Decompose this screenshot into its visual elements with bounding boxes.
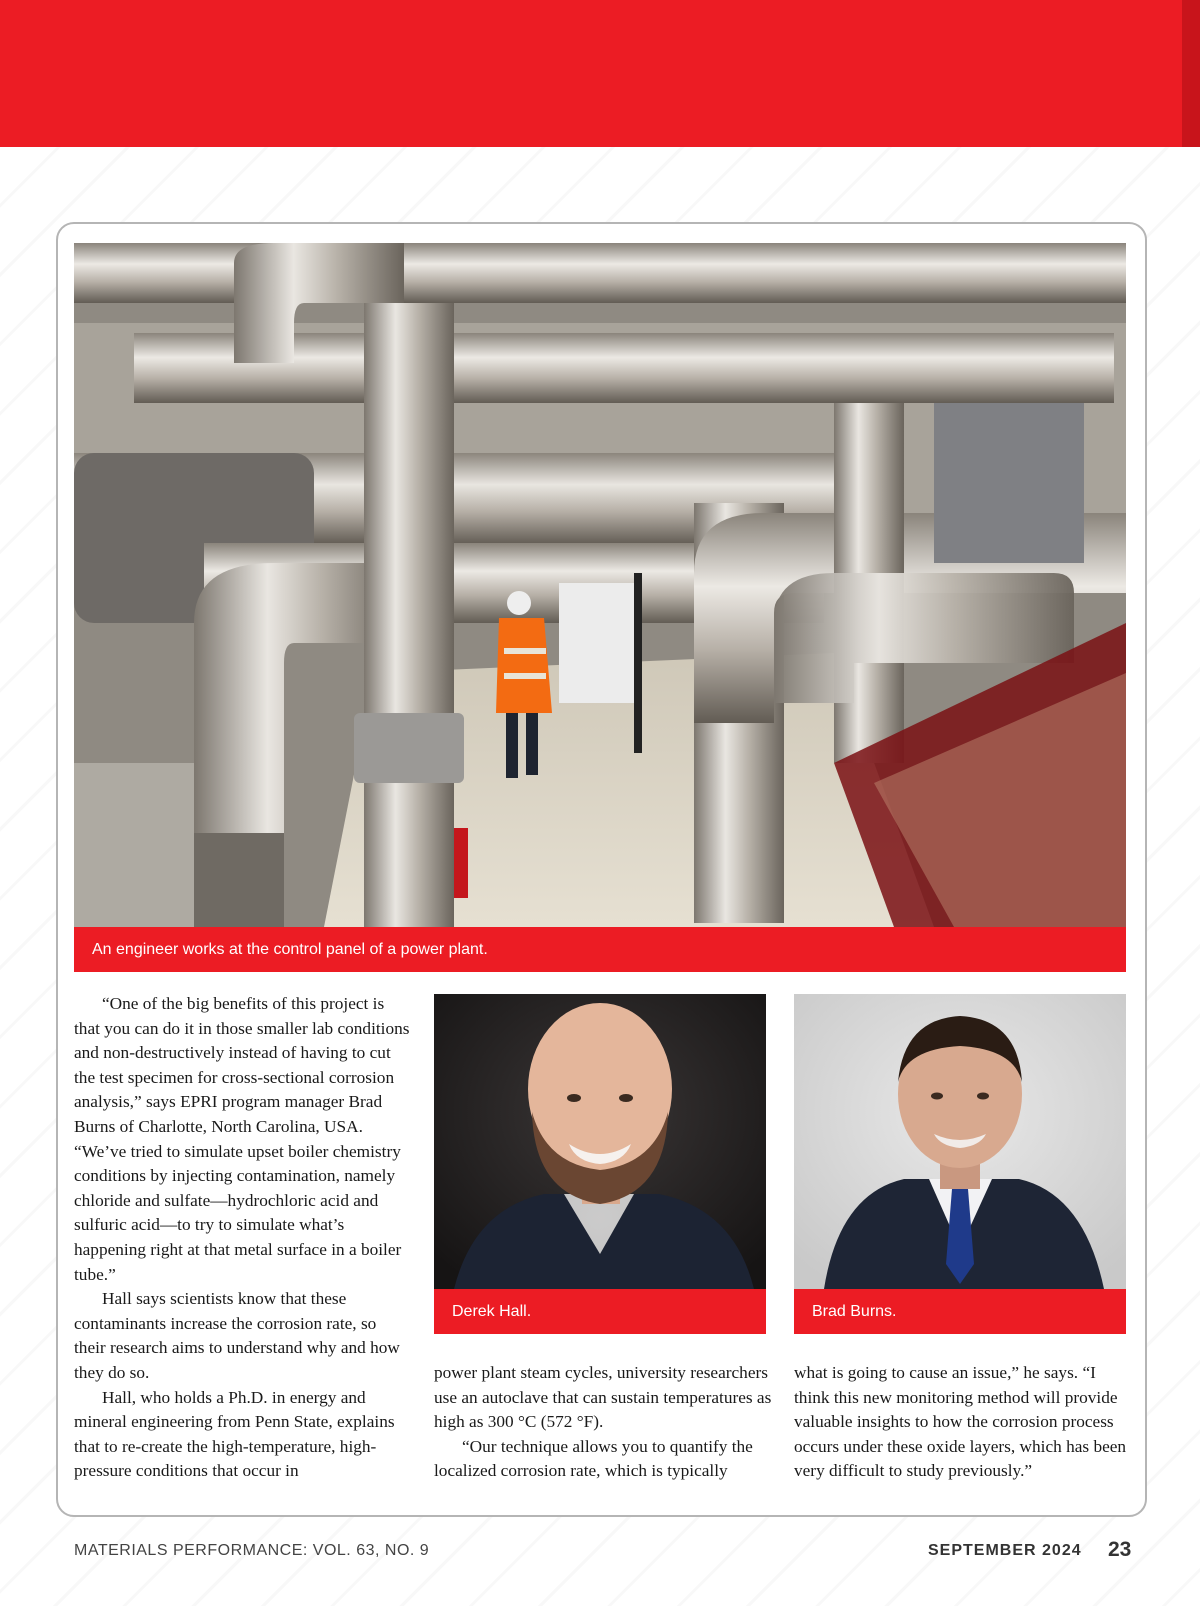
brad-burns-portrait <box>794 994 1126 1289</box>
derek-hall-caption-text: Derek Hall. <box>452 1303 532 1320</box>
power-plant-illustration <box>74 243 1126 927</box>
column-1-paragraph-3: Hall, who holds a Ph.D. in energy and mineral engineering from Penn State, explains that to re-create the high-temperature, high-pressure conditions that occur in <box>74 1387 395 1481</box>
derek-hall-caption <box>434 1289 766 1334</box>
brad-burns-caption-text: Brad Burns. <box>812 1303 897 1320</box>
column-3-paragraph-1: what is going to cause an issue,” he says. “I think this new monitoring method will provide valuable insights to how the corrosion process occurs under these oxide layers, which has been very difficult to study previously.” <box>794 1363 1127 1481</box>
column-1-paragraph-2: Hall says scientists know that these contaminants increase the corrosion rate, so their research aims to understand why and how they do so. <box>74 1289 400 1382</box>
issue-date: SEPTEMBER 2024 <box>928 1542 1082 1559</box>
derek-hall-photo <box>434 994 766 1289</box>
article-column-3 <box>794 1361 1134 1484</box>
brad-burns-caption <box>794 1289 1126 1334</box>
main-photo-caption <box>74 927 1126 972</box>
column-1-paragraph-1: “One of the big benefits of this project is that you can do it in those smaller lab conditions and non-destructively instead of having to cut the test specimen for cross-sectional corrosion analysis,” says EPRI program manager Brad Burns of Charlotte, North Carolina, USA. “We’ve tried to simulate upset boiler chemistry conditions by injecting contamination, namely chloride and sulfate—hydrochloric acid and sulfuric acid—to try to simulate what’s happening right at that metal surface in a boiler tube.” <box>74 994 410 1284</box>
power-plant-photo <box>74 243 1126 927</box>
article-column-1 <box>74 992 410 1484</box>
top-color-band <box>0 0 1200 147</box>
page-number: 23 <box>1108 1538 1132 1561</box>
derek-hall-portrait <box>434 994 766 1289</box>
main-photo-caption-text: An engineer works at the control panel of a power plant. <box>92 941 488 958</box>
brad-burns-photo <box>794 994 1126 1289</box>
article-column-2 <box>434 1361 774 1484</box>
column-2-paragraph-2: “Our technique allows you to quantify the localized corrosion rate, which is typically <box>434 1436 753 1481</box>
top-band-edge <box>1182 0 1200 147</box>
column-2-paragraph-1: power plant steam cycles, university researchers use an autoclave that can sustain temperatures as high as 300 °C (572 °F). <box>434 1363 772 1432</box>
publication-info: MATERIALS PERFORMANCE: VOL. 63, NO. 9 <box>74 1542 430 1559</box>
